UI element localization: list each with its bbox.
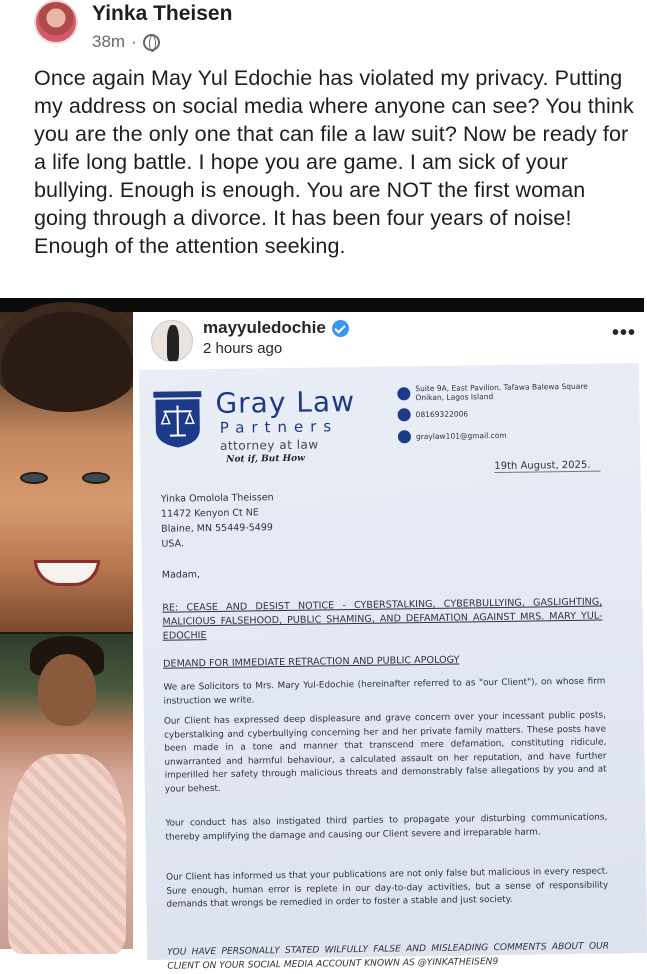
ig-username[interactable]: mayyuledochie [203,318,326,338]
verified-badge-icon [332,320,349,337]
photo-collage [0,312,133,949]
post-time[interactable]: 38m [92,32,125,52]
paragraph-2: Our Client has expressed deep displeasure and grave concern over your incessant public posts, cyberstalking and cyberbullying concerning her and her private family matters. These posts have been made in a tone and manner that transcend mere defamation, constituting ridicule, unwarranted and harmful behaviour, a calculated assault on her reputation, and have further imperilled her safety through malicious threats and demonstrably false allegations by you and at your behest. [164,710,607,797]
firm-address: Suite 9A, East Pavilion, Tafawa Balewa Square Onikan, Lagos Island [397,381,617,402]
recipient-address: Yinka Omolola Theissen 11472 Kenyon Ct NE Blaine, MN 55449-5499 USA. [161,490,275,552]
phone-icon [398,408,411,421]
paragraph-4: Our Client has informed us that your publications are not only false but malicious in every respect. Sure enough, human error is replete in our day-to-day activities, but a sense of responsibility demands that wrongs be remedied in order to foster a stable and just society. [166,866,609,913]
firm-subtitle: Partners [220,417,339,437]
firm-email: graylaw101@gmail.com [398,429,507,444]
firm-role: attorney at law [220,437,319,452]
ig-username-row[interactable] [203,318,349,338]
post-meta [92,32,160,52]
paragraph-3: Your conduct has also instigated third parties to propagate your disturbing communications, thereby amplifying the damage and causing our Client severe and irreparable harm. [165,812,607,845]
firm-phone: 08169322006 [398,407,469,421]
letter-date: 19th August, 2025. [494,460,600,473]
firm-name: Gray Law [215,385,355,420]
demand-heading: DEMAND FOR IMMEDIATE RETRACTION AND PUBLIC APOLOGY [163,655,459,670]
ig-avatar[interactable] [151,320,193,362]
salutation: Madam, [162,569,200,581]
instagram-post [133,312,644,949]
subject-line: RE: CEASE AND DESIST NOTICE - CYBERSTALKING, CYBERBULLYING, GASLIGHTING, MALICIOUS FALSEHOOD, PUBLIC SHAMING, AND DEFAMATION AGAINST MRS. MARY YUL-EDOCHIE [162,596,603,644]
legal-letter-image [139,363,647,960]
paragraph-1: We are Solicitors to Mrs. Mary Yul-Edochie (hereinafter referred to as "our Client"), on whose firm instruction we write. [163,676,605,709]
portrait-photo-top [0,312,133,632]
portrait-photo-bottom [0,634,133,949]
more-options-icon[interactable]: ••• [612,322,636,345]
location-icon [397,387,410,400]
author-name[interactable]: Yinka Theisen [92,2,232,26]
facebook-post [0,0,644,298]
author-avatar[interactable] [34,0,78,44]
globe-icon [143,34,160,51]
email-icon [398,430,411,443]
ig-post-time: 2 hours ago [203,340,282,357]
firm-logo-icon [151,389,204,450]
caps-statement: YOU HAVE PERSONALLY STATED WILFULLY FALSE AND MISLEADING COMMENTS ABOUT OUR CLIENT ON YOUR SOCIAL MEDIA ACCOUNT KNOWN AS @YINKATHEISEN9 [167,939,609,973]
firm-motto: Not if, But How [226,454,305,465]
meta-separator: · [131,32,137,52]
post-text: Once again May Yul Edochie has violated my privacy. Putting my address on social media where anyone can see? You think you are the only one that can file a law suit? Now be ready for a life long battle. I hope you are game. I am sick of your bullying. Enough is enough. You are NOT the first woman going through a divorce. It has been four years of noise! Enough of the attention seeking. [34,64,634,260]
